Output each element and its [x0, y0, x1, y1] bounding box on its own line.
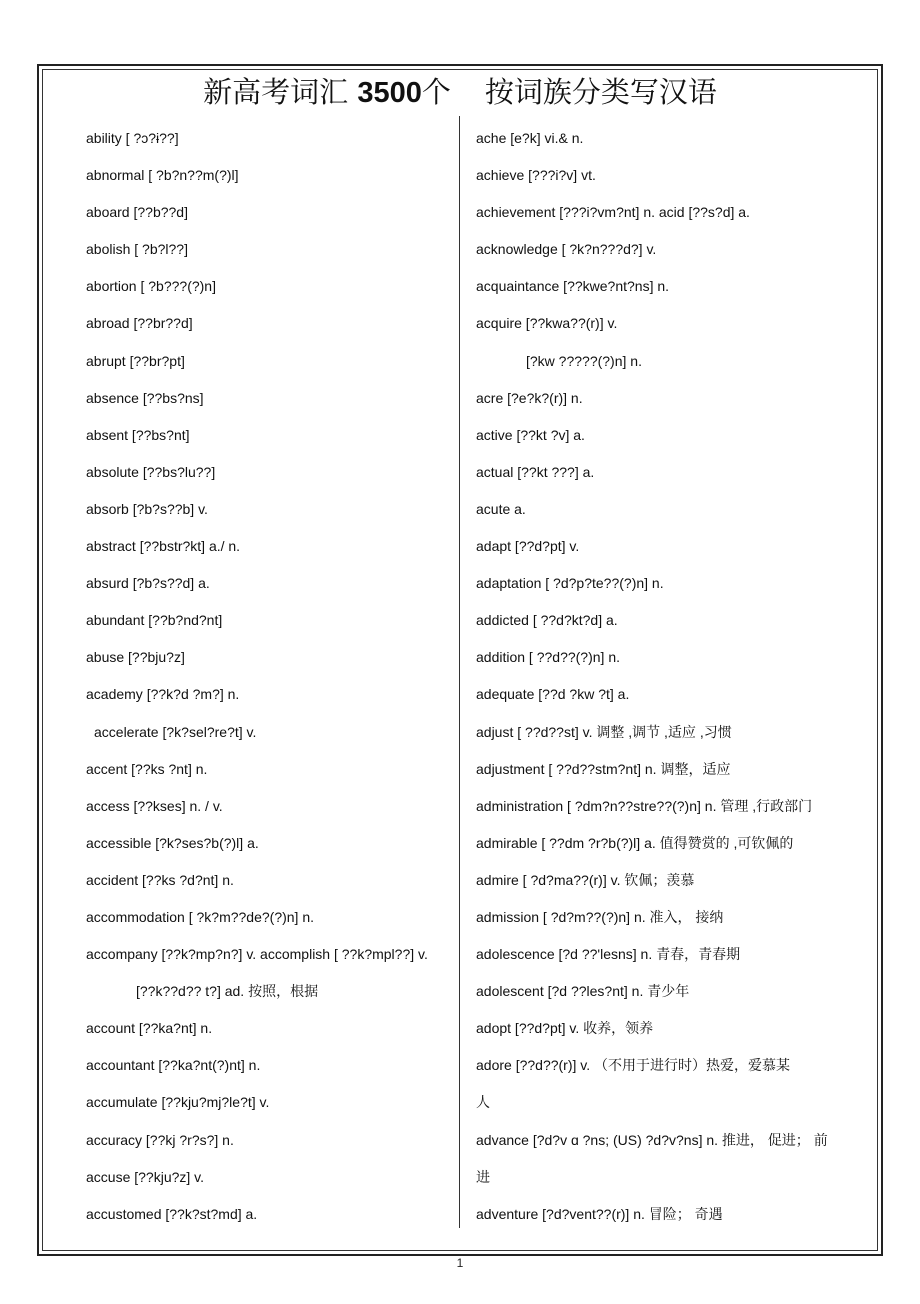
entry-ache: ache [e?k] vi.& n.: [476, 130, 584, 146]
entry-adjust: adjust [ ??d??st] v. 调整 ,调节 ,适应 ,习惯: [476, 723, 732, 740]
entry-acquaintance: acquaintance [??kwe?nt?ns] n.: [476, 278, 670, 295]
entry-absent: absent [??bs?nt]: [86, 426, 190, 443]
entry-adjustment: adjustment [ ??d??stm?nt] n. 调整，适应: [476, 760, 731, 777]
entry-admire: admire [ ?d?ma??(r)] v. 钦佩；羡慕: [476, 871, 695, 888]
entry-adaptation: adaptation [ ?d?p?te??(?)n] n.: [476, 575, 664, 592]
entry-advance: advance [?d?v ɑ ?ns; (US) ?d?v?ns] n. 推进， 促进； 前: [476, 1131, 828, 1148]
entry-abolish: abolish [ ?b?l??]: [86, 241, 188, 258]
entry-acquire: acquire [??kwa??(r)] v.: [476, 315, 618, 332]
entry-achievement: achievement [???i?vm?nt] n. acid [??s?d] a.: [476, 204, 750, 221]
entry-adequate: adequate [??d ?kw ?t] a.: [476, 686, 630, 703]
entry-adolescent: adolescent [?d ??les?nt] n. 青少年: [476, 983, 690, 1000]
entry-absorb: absorb [?b?s??b] v.: [86, 500, 208, 517]
entry-absolute: absolute [??bs?lu??]: [86, 463, 216, 480]
entry-adore-continued: 人: [476, 1094, 490, 1111]
entry-administration: administration [ ?dm?n??stre??(?)n] n. 管理 ,行政部门: [476, 797, 813, 814]
title-part1: 新高考词汇: [203, 75, 349, 109]
entry-accident: accident [??ks ?d?nt] n.: [86, 871, 234, 888]
entry-abroad: abroad [??br??d]: [86, 315, 193, 332]
entry-abundant: abundant [??b?nd?nt]: [86, 612, 223, 629]
entry-accelerate: accelerate [?k?sel?re?t] v.: [94, 723, 257, 740]
entry-acute: acute a.: [476, 500, 526, 517]
entry-accuse: accuse [??kju?z] v.: [86, 1168, 205, 1185]
entry-accustomed: accustomed [??k?st?md] a.: [86, 1205, 258, 1222]
entry-according-to: [??k??d?? t?] ad. 按照，根据: [136, 983, 319, 1000]
entry-adore: adore [??d??(r)] v. （不用于进行时）热爱，爱慕某: [476, 1057, 791, 1074]
entry-acknowledge: acknowledge [ ?k?n???d?] v.: [476, 241, 657, 258]
title-part2: 个: [421, 75, 451, 109]
entry-adopt: adopt [??d?pt] v. 收养，领养: [476, 1020, 654, 1037]
entry-absurd: absurd [?b?s??d] a.: [86, 575, 210, 592]
entry-abrupt: abrupt [??br?pt]: [86, 352, 185, 369]
title-part3: 按词族分类写汉语: [484, 75, 717, 109]
entry-ability: ability [ ?ɔ?ɨ??]: [86, 130, 179, 146]
right-column: [476, 120, 846, 1233]
column-divider: [459, 116, 460, 1228]
entry-abuse: abuse [??bju?z]: [86, 649, 185, 666]
entry-addicted: addicted [ ??d?kt?d] a.: [476, 612, 618, 629]
entry-accumulate: accumulate [??kju?mj?le?t] v.: [86, 1094, 270, 1111]
title-count: 3500: [357, 77, 422, 109]
entry-abstract: abstract [??bstr?kt] a./ n.: [86, 538, 241, 555]
entry-admirable: admirable [ ??dm ?r?b(?)l] a. 值得赞赏的 ,可钦佩的: [476, 834, 794, 851]
entry-access: access [??kses] n. / v.: [86, 797, 223, 814]
entry-active: active [??kt ?v] a.: [476, 426, 585, 443]
entry-acquisition: [?kw ?????(?)n] n.: [526, 352, 642, 369]
entry-accuracy: accuracy [??kj ?r?s?] n.: [86, 1131, 234, 1148]
entry-absence: absence [??bs?ns]: [86, 389, 204, 406]
entry-account: account [??ka?nt] n.: [86, 1020, 213, 1037]
entry-aboard: aboard [??b??d]: [86, 204, 188, 221]
entry-addition: addition [ ??d??(?)n] n.: [476, 649, 620, 666]
page-title: [0, 72, 920, 113]
entry-abnormal: abnormal [ ?b?n??m(?)l]: [86, 167, 239, 184]
entry-accessible: accessible [?k?ses?b(?)l] a.: [86, 834, 259, 851]
page-number: 1: [456, 1256, 464, 1270]
entry-achieve: achieve [???i?v] vt.: [476, 167, 596, 184]
entry-accompany: accompany [??k?mp?n?] v. accomplish [ ??k?mpl??] v.: [86, 946, 428, 963]
entry-accommodation: accommodation [ ?k?m??de?(?)n] n.: [86, 908, 315, 925]
entry-adventure: adventure [?d?vent??(r)] n. 冒险； 奇遇: [476, 1205, 723, 1222]
entry-acre: acre [?e?k?(r)] n.: [476, 389, 583, 406]
entry-actual: actual [??kt ???] a.: [476, 463, 595, 480]
entry-adapt: adapt [??d?pt] v.: [476, 538, 580, 555]
entry-accountant: accountant [??ka?nt(?)nt] n.: [86, 1057, 261, 1074]
entry-adolescence: adolescence [?d ??'lesns] n. 青春，青春期: [476, 946, 741, 963]
left-column: [86, 120, 456, 1233]
entry-accent: accent [??ks ?nt] n.: [86, 760, 208, 777]
entry-admission: admission [ ?d?m??(?)n] n. 准入， 接纳: [476, 908, 724, 925]
entry-academy: academy [??k?d ?m?] n.: [86, 686, 240, 703]
entry-abortion: abortion [ ?b???(?)n]: [86, 278, 216, 295]
entry-advance-continued: 进: [476, 1168, 490, 1185]
